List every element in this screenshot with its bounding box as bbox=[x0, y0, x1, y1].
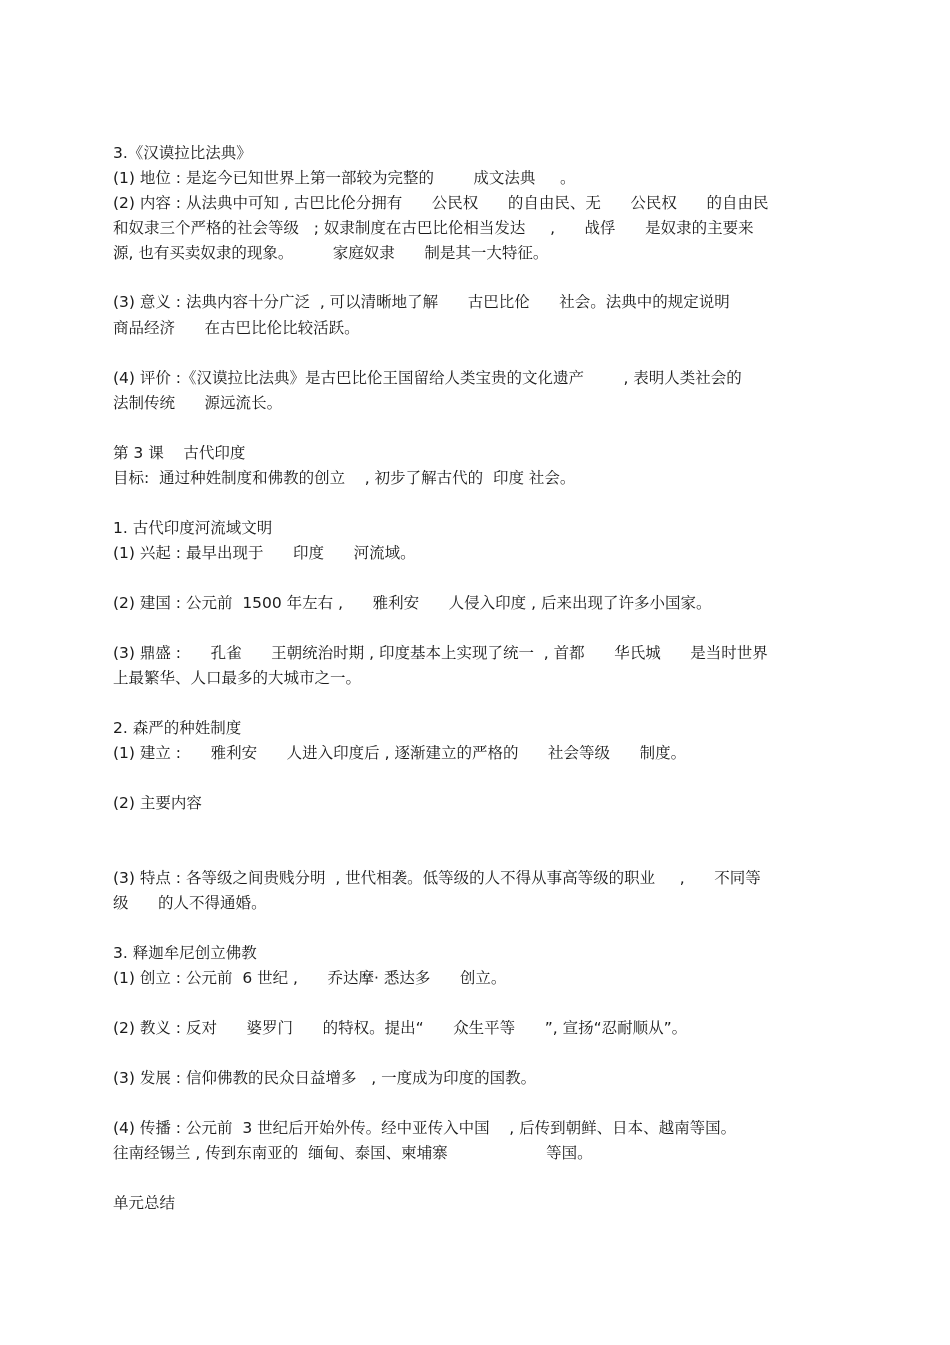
text-line: (2) 内容 : 从法典中可知 , 古巴比伦分拥有 公民权 的自由民、无 公民权 的自由民 bbox=[113, 194, 769, 212]
text-line: 往南经锡兰 , 传到东南亚的 缅甸、泰国、柬埔寨 等国。 bbox=[113, 1144, 593, 1162]
text-line: 商品经济 在古巴比伦比较活跃。 bbox=[113, 319, 360, 337]
text-line: 上最繁华、人口最多的大城市之一。 bbox=[113, 669, 362, 687]
text-line: (2) 教义 : 反对 婆罗门 的特权。提出“ 众生平等 ”, 宣扬“忍耐顺从”。 bbox=[113, 1019, 688, 1037]
text-line: (3) 发展 : 信仰佛教的民众日益增多 , 一度成为印度的国教。 bbox=[113, 1069, 537, 1087]
lesson-title: 第 3 课 古代印度 bbox=[113, 444, 246, 462]
text-line: (1) 兴起 : 最早出现于 印度 河流域。 bbox=[113, 544, 416, 562]
text-line: (3) 特点 : 各等级之间贵贱分明 , 世代相袭。低等级的人不得从事高等级的职业 , 不同等 bbox=[113, 869, 761, 887]
section-heading: 3.《汉谟拉比法典》 bbox=[113, 144, 252, 162]
section-heading: 单元总结 bbox=[113, 1194, 176, 1212]
text-line: (3) 意义 : 法典内容十分广泛 , 可以清晰地了解 古巴比伦 社会。法典中的规定说明 bbox=[113, 293, 730, 311]
text-line: (2) 建国 : 公元前 1500 年左右 , 雅利安 人侵入印度 , 后来出现了许多小国家。 bbox=[113, 594, 712, 612]
text-line: (4) 评价 :《汉谟拉比法典》是古巴比伦王国留给人类宝贵的文化遗产 , 表明人类社会的 bbox=[113, 369, 742, 387]
text-line: (2) 主要内容 bbox=[113, 794, 202, 812]
text-line: 和奴隶三个严格的社会等级 ; 奴隶制度在古巴比伦相当发达 , 战俘 是奴隶的主要来 bbox=[113, 219, 754, 237]
section-heading: 3. 释迦牟尼创立佛教 bbox=[113, 944, 257, 962]
text-line: (1) 地位 : 是迄今已知世界上第一部较为完整的 成文法典 。 bbox=[113, 169, 576, 187]
text-line: 源, 也有买卖奴隶的现象。 家庭奴隶 制是其一大特征。 bbox=[113, 244, 549, 262]
section-heading: 2. 森严的种姓制度 bbox=[113, 719, 242, 737]
text-line: (4) 传播 : 公元前 3 世纪后开始外传。经中亚传入中国 , 后传到朝鲜、日本、越南等国。 bbox=[113, 1119, 737, 1137]
lesson-goal: 目标: 通过种姓制度和佛教的创立 , 初步了解古代的 印度 社会。 bbox=[113, 469, 576, 487]
text-line: 法制传统 源远流长。 bbox=[113, 394, 283, 412]
section-heading: 1. 古代印度河流域文明 bbox=[113, 519, 273, 537]
text-line: 级 的人不得通婚。 bbox=[113, 894, 267, 912]
text-line: (3) 鼎盛 : 孔雀 王朝统治时期 , 印度基本上实现了统一 , 首都 华氏城 是当时世界 bbox=[113, 644, 768, 662]
text-line: (1) 创立 : 公元前 6 世纪 , 乔达摩· 悉达多 创立。 bbox=[113, 969, 507, 987]
text-line: (1) 建立 : 雅利安 人进入印度后 , 逐渐建立的严格的 社会等级 制度。 bbox=[113, 744, 687, 762]
